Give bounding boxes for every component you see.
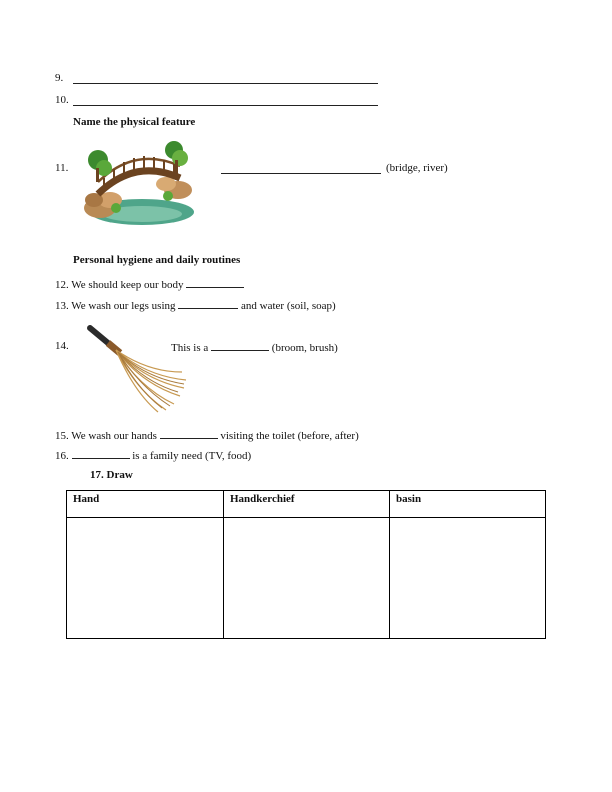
- draw-cell-hand[interactable]: [67, 518, 224, 639]
- question-11-options: (bridge, river): [386, 162, 448, 174]
- question-14-number: 14.: [55, 340, 69, 352]
- draw-table: [66, 490, 546, 639]
- answer-line-16[interactable]: [72, 448, 130, 459]
- broom-illustration: [84, 322, 190, 414]
- bridge-illustration: [80, 138, 198, 230]
- question-13: [55, 298, 336, 312]
- question-16-number: 16.: [55, 450, 72, 462]
- draw-cell-basin[interactable]: [390, 518, 546, 639]
- question-9: [55, 72, 63, 84]
- question-15-text-before: 15. We wash our hands: [55, 430, 157, 442]
- answer-line-11[interactable]: [221, 163, 381, 174]
- draw-table-header-hand: Hand: [67, 491, 224, 518]
- section-heading-hygiene: Personal hygiene and daily routines: [73, 254, 241, 266]
- question-10: [55, 94, 69, 106]
- question-14-text-after: (broom, brush): [271, 342, 338, 354]
- answer-line-14[interactable]: [211, 340, 269, 351]
- question-16-text-after: is a family need (TV, food): [132, 450, 252, 462]
- draw-table-header-basin: basin: [390, 491, 546, 518]
- question-number: 9.: [55, 72, 64, 84]
- answer-line-15[interactable]: [160, 428, 218, 439]
- question-15-text-after: visiting the toilet (before, after): [220, 430, 359, 442]
- answer-line-13[interactable]: [178, 298, 238, 309]
- draw-table-header-row: [67, 491, 546, 518]
- answer-line-9[interactable]: [73, 73, 378, 84]
- question-13-text-after: and water (soil, soap): [241, 300, 336, 312]
- draw-cell-handkerchief[interactable]: [224, 518, 390, 639]
- question-12: [55, 277, 244, 291]
- answer-line-10[interactable]: [73, 95, 378, 106]
- question-17-heading: 17. Draw: [90, 469, 133, 481]
- question-15: [55, 428, 359, 442]
- question-number: 10.: [55, 94, 69, 106]
- question-12-text: 12. We should keep our body: [55, 279, 184, 291]
- draw-table-header-handkerchief: Handkerchief: [224, 491, 390, 518]
- section-heading-physical-feature: Name the physical feature: [73, 116, 196, 128]
- answer-line-12[interactable]: [186, 277, 244, 288]
- question-13-text-before: 13. We wash our legs using: [55, 300, 176, 312]
- question-14: [171, 340, 338, 354]
- question-16: [55, 448, 251, 462]
- draw-table-row: [67, 518, 546, 639]
- question-11-number: 11.: [55, 162, 69, 174]
- question-14-text-before: This is a: [171, 342, 209, 354]
